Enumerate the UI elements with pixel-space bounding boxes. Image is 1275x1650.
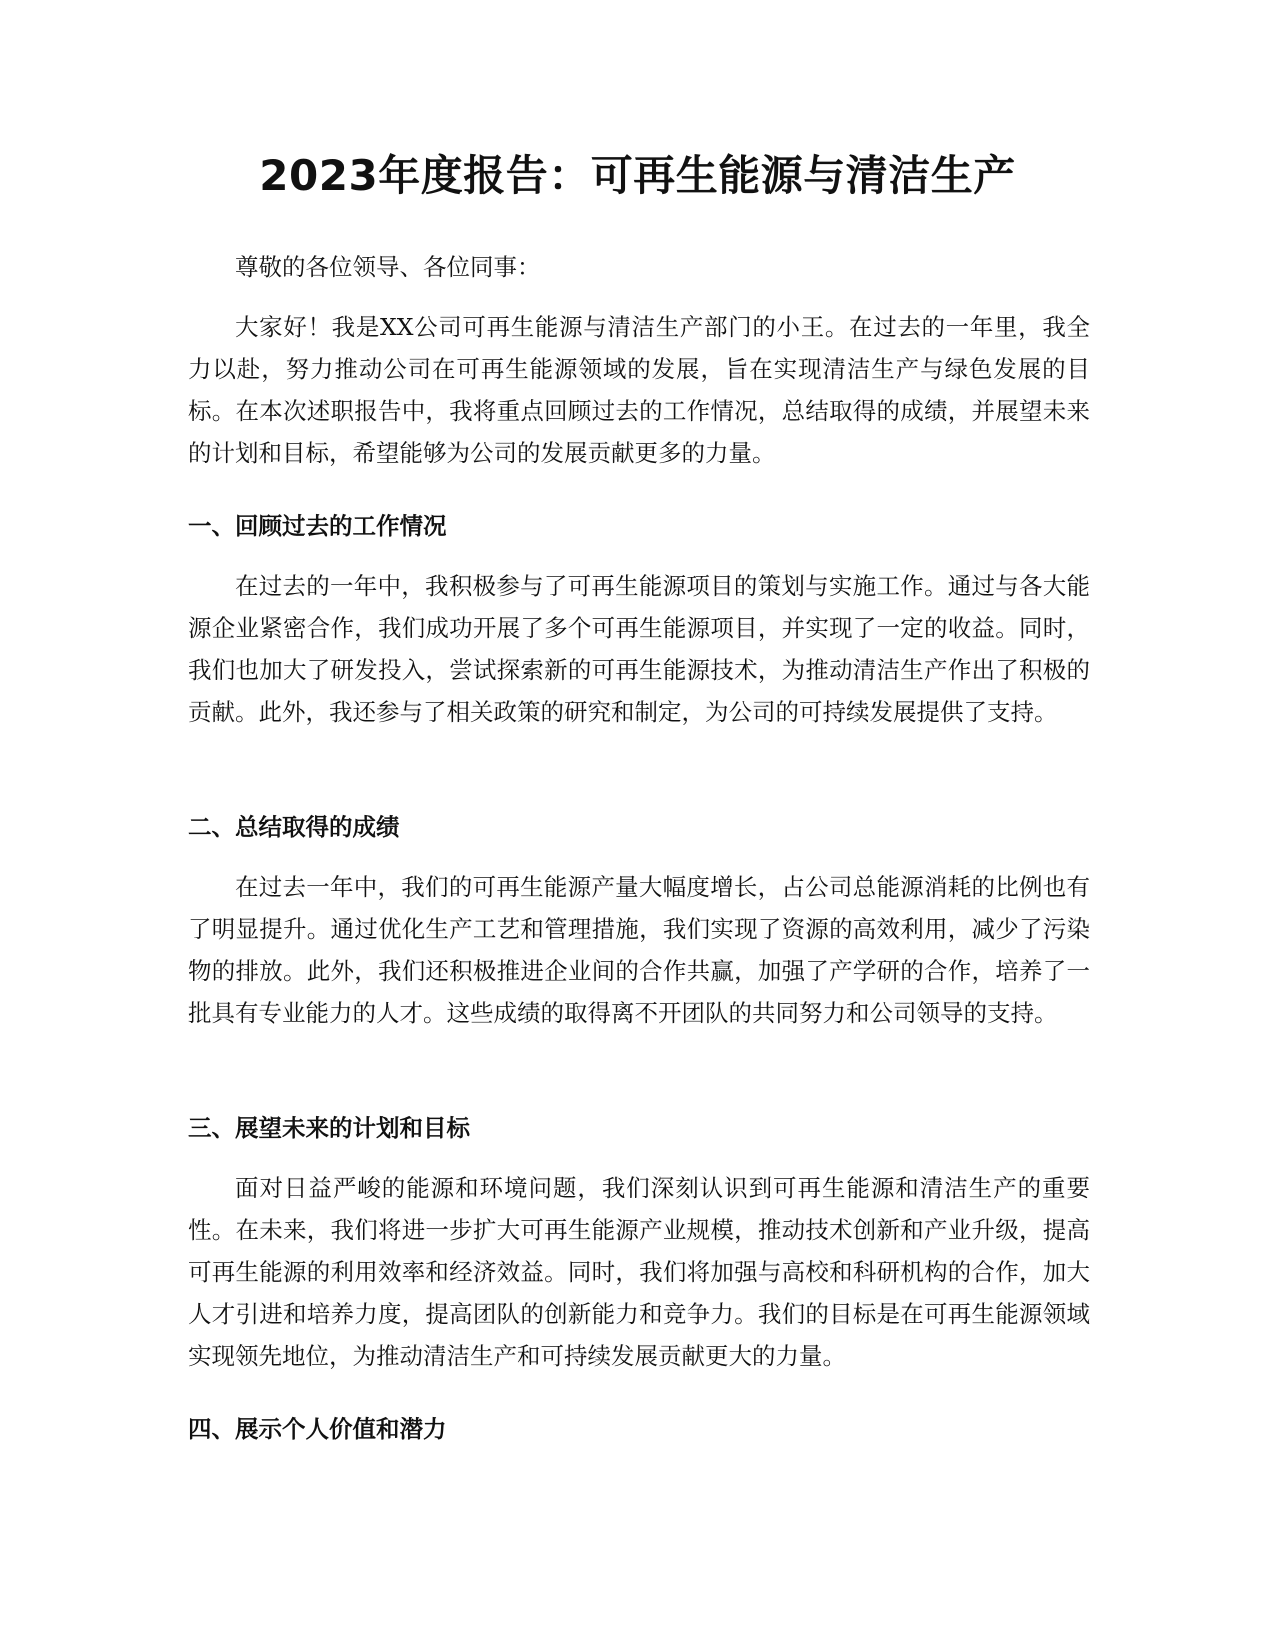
section-heading-review: 一、回顾过去的工作情况 bbox=[188, 512, 447, 540]
section-heading-outlook: 三、展望未来的计划和目标 bbox=[188, 1114, 470, 1142]
section-body-review: 在过去的一年中，我积极参与了可再生能源项目的策划与实施工作。通过与各大能源企业紧密合作，我们成功开展了多个可再生能源项目，并实现了一定的收益。同时，我们也加大了研发投入，尝试探索新的可再生能源技术，为推动清洁生产作出了积极的贡献。此外，我还参与了相关政策的研究和制定，为公司的可持续发展提供了支持。 bbox=[188, 572, 1090, 726]
greeting-paragraph: 尊敬的各位领导、各位同事： bbox=[235, 253, 541, 281]
section-heading-achievements: 二、总结取得的成绩 bbox=[188, 813, 400, 841]
page-title: 2023年度报告：可再生能源与清洁生产 bbox=[259, 151, 1016, 200]
section-heading-personal-value: 四、展示个人价值和潜力 bbox=[188, 1415, 447, 1443]
section-body-outlook: 面对日益严峻的能源和环境问题，我们深刻认识到可再生能源和清洁生产的重要性。在未来，我们将进一步扩大可再生能源产业规模，推动技术创新和产业升级，提高可再生能源的利用效率和经济效益。同时，我们将加强与高校和科研机构的合作，加大人才引进和培养力度，提高团队的创新能力和竞争力。我们的目标是在可再生能源领域实现领先地位，为推动清洁生产和可持续发展贡献更大的力量。 bbox=[188, 1174, 1090, 1370]
intro-paragraph: 大家好！我是XX公司可再生能源与清洁生产部门的小王。在过去的一年里，我全力以赴，努力推动公司在可再生能源领域的发展，旨在实现清洁生产与绿色发展的目标。在本次述职报告中，我将重点回顾过去的工作情况，总结取得的成绩，并展望未来的计划和目标，希望能够为公司的发展贡献更多的力量。 bbox=[188, 313, 1090, 467]
section-body-achievements: 在过去一年中，我们的可再生能源产量大幅度增长，占公司总能源消耗的比例也有了明显提升。通过优化生产工艺和管理措施，我们实现了资源的高效利用，减少了污染物的排放。此外，我们还积极推进企业间的合作共赢，加强了产学研的合作，培养了一批具有专业能力的人才。这些成绩的取得离不开团队的共同努力和公司领导的支持。 bbox=[188, 873, 1090, 1027]
